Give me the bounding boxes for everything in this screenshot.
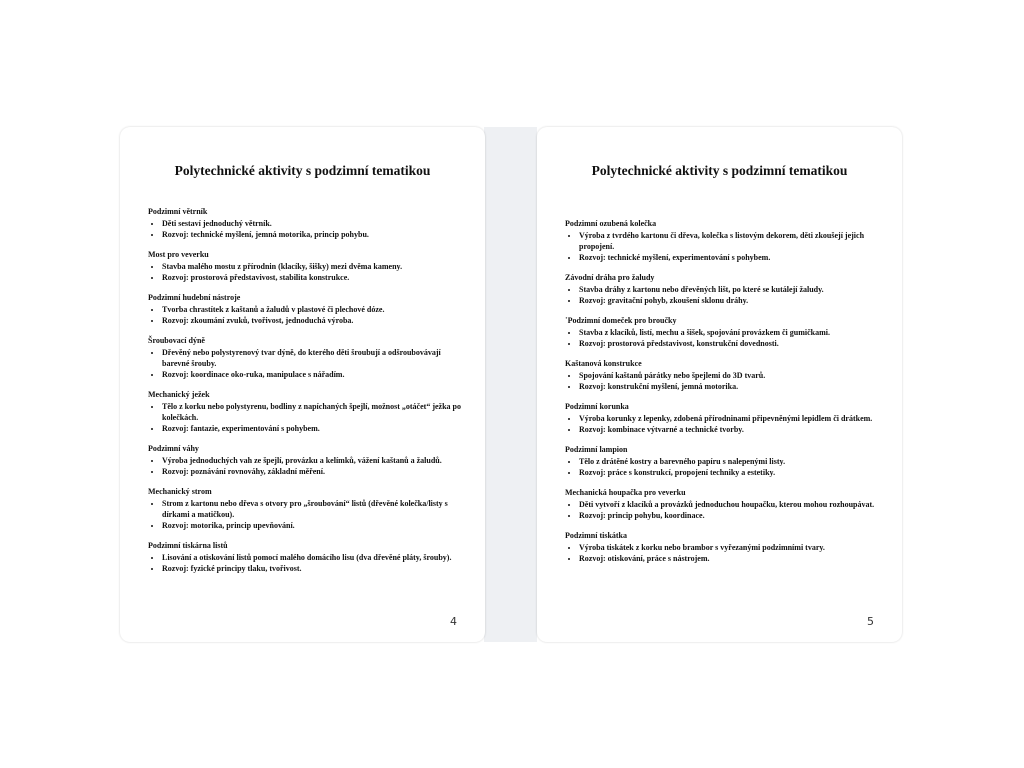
bullet-item: • Výroba z tvrdého kartonu či dřeva, kolečka s listovým dekorem, děti zkoušejí jejich propojení. xyxy=(579,230,880,252)
activity-section xyxy=(148,390,463,434)
section-list xyxy=(148,207,463,584)
activity-section xyxy=(148,207,463,240)
page-title: Polytechnické aktivity s podzimní tematikou xyxy=(591,163,848,178)
page-number: 4 xyxy=(450,615,457,628)
bullet-item: • Rozvoj: kombinace výtvarné a technické tvorby. xyxy=(579,424,880,435)
section-list xyxy=(565,219,880,574)
activity-section xyxy=(565,531,880,564)
bullet-list xyxy=(148,498,463,531)
page-gutter xyxy=(484,127,537,642)
bullet-item: • Stavba z klacíků, listí, mechu a šišek, spojování provázkem či gumičkami. xyxy=(579,327,880,338)
activity-section xyxy=(148,541,463,574)
bullet-item: • Stavba malého mostu z přírodnin (klacíky, šišky) mezi dvěma kameny. xyxy=(162,261,463,272)
bullet-item: • Výroba korunky z lepenky, zdobená přírodninami připevněnými lepidlem či drátkem. xyxy=(579,413,880,424)
bullet-item: • Rozvoj: fantazie, experimentování s pohybem. xyxy=(162,423,463,434)
section-title: Závodní dráha pro žaludy xyxy=(565,273,655,282)
bullet-item: • Rozvoj: technické myšlení, experimentování s pohybem. xyxy=(579,252,880,263)
bullet-list xyxy=(148,552,463,574)
bullet-list xyxy=(565,499,880,521)
bullet-item: • Dřevěný nebo polystyrenový tvar dýně, do kterého děti šroubují a odšroubovávají barevné šrouby. xyxy=(162,347,463,369)
bullet-item: • Spojování kaštanů párátky nebo špejlemi do 3D tvarů. xyxy=(579,370,880,381)
section-title: Podzimní ozubená kolečka xyxy=(565,219,657,228)
activity-section xyxy=(148,336,463,380)
bullet-item: • Rozvoj: princip pohybu, koordinace. xyxy=(579,510,880,521)
bullet-item: • Rozvoj: prostorová představivost, konstrukční dovednosti. xyxy=(579,338,880,349)
page-title: Polytechnické aktivity s podzimní tematikou xyxy=(174,163,431,178)
bullet-item: • Tělo z korku nebo polystyrenu, bodliny z napíchaných špejlí, možnost „otáčet“ ježka po kolečkách. xyxy=(162,401,463,423)
bullet-item: • Děti sestaví jednoduchý větrník. xyxy=(162,218,463,229)
bullet-list xyxy=(565,284,880,306)
section-title: Mechanický ježek xyxy=(148,390,210,399)
bullet-item: • Výroba tiskátek z korku nebo brambor s vyřezanými podzimními tvary. xyxy=(579,542,880,553)
activity-section xyxy=(148,293,463,326)
bullet-list xyxy=(148,261,463,283)
bullet-list xyxy=(565,230,880,263)
bullet-item: • Tvorba chrastítek z kaštanů a žaludů v plastové či plechové dóze. xyxy=(162,304,463,315)
page-number: 5 xyxy=(867,615,874,628)
activity-section xyxy=(565,359,880,392)
bullet-list xyxy=(565,413,880,435)
bullet-item: • Děti vytvoří z klacíků a provázků jednoduchou houpačku, kterou mohou rozhoupávat. xyxy=(579,499,880,510)
right-page xyxy=(537,127,902,642)
bullet-item: • Rozvoj: technické myšlení, jemná motorika, princip pohybu. xyxy=(162,229,463,240)
bullet-item: • Lisování a otiskování listů pomocí malého domácího lisu (dva dřevěné pláty, šrouby). xyxy=(162,552,463,563)
bullet-item: • Rozvoj: zkoumání zvuků, tvořivost, jednoduchá výroba. xyxy=(162,315,463,326)
activity-section xyxy=(565,402,880,435)
bullet-item: • Výroba jednoduchých vah ze špejlí, provázku a kelímků, vážení kaštanů a žaludů. xyxy=(162,455,463,466)
bullet-list xyxy=(565,542,880,564)
bullet-item: • Rozvoj: gravitační pohyb, zkoušení sklonu dráhy. xyxy=(579,295,880,306)
bullet-item: • Rozvoj: otiskování, práce s nástrojem. xyxy=(579,553,880,564)
bullet-list xyxy=(148,455,463,477)
bullet-item: • Rozvoj: koordinace oko-ruka, manipulace s nářadím. xyxy=(162,369,463,380)
section-title: Podzimní tiskárna listů xyxy=(148,541,228,550)
bullet-item: • Rozvoj: poznávání rovnováhy, základní měření. xyxy=(162,466,463,477)
activity-section xyxy=(565,219,880,263)
bullet-item: • Rozvoj: prostorová představivost, stabilita konstrukce. xyxy=(162,272,463,283)
bullet-item: • Tělo z drátěné kostry a barevného papíru s nalepenými listy. xyxy=(579,456,880,467)
section-title: Kaštanová konstrukce xyxy=(565,359,642,368)
bullet-list xyxy=(148,304,463,326)
activity-section xyxy=(565,488,880,521)
activity-section xyxy=(148,250,463,283)
bullet-list xyxy=(148,218,463,240)
bullet-item: • Rozvoj: motorika, princip upevňování. xyxy=(162,520,463,531)
section-title: Mechanická houpačka pro veverku xyxy=(565,488,686,497)
bullet-item: • Strom z kartonu nebo dřeva s otvory pro „šroubování“ listů (dřevěné kolečka/listy s dírkami a matičkou). xyxy=(162,498,463,520)
activity-section xyxy=(565,316,880,349)
bullet-list xyxy=(148,401,463,434)
section-title: Podzimní větrník xyxy=(148,207,208,216)
left-page xyxy=(120,127,485,642)
bullet-item: • Rozvoj: fyzické principy tlaku, tvořivost. xyxy=(162,563,463,574)
bullet-list xyxy=(565,370,880,392)
section-title: Podzimní hudební nástroje xyxy=(148,293,241,302)
bullet-list xyxy=(148,347,463,380)
section-title: Podzimní korunka xyxy=(565,402,629,411)
bullet-item: • Rozvoj: práce s konstrukcí, propojení techniky a estetiky. xyxy=(579,467,880,478)
section-title: Podzimní tiskátka xyxy=(565,531,628,540)
bullet-list xyxy=(565,327,880,349)
activity-section xyxy=(565,445,880,478)
bullet-item: • Rozvoj: konstrukční myšlení, jemná motorika. xyxy=(579,381,880,392)
bullet-list xyxy=(565,456,880,478)
bullet-item: • Stavba dráhy z kartonu nebo dřevěných lišt, po které se kutálejí žaludy. xyxy=(579,284,880,295)
section-title: Šroubovací dýně xyxy=(148,336,205,345)
section-title: Mechanický strom xyxy=(148,487,212,496)
section-title: Podzimní váhy xyxy=(148,444,199,453)
activity-section xyxy=(148,444,463,477)
section-title: Podzimní lampion xyxy=(565,445,628,454)
activity-section xyxy=(565,273,880,306)
section-title: ˙Podzimní domeček pro broučky xyxy=(565,316,677,325)
activity-section xyxy=(148,487,463,531)
section-title: Most pro veverku xyxy=(148,250,209,259)
